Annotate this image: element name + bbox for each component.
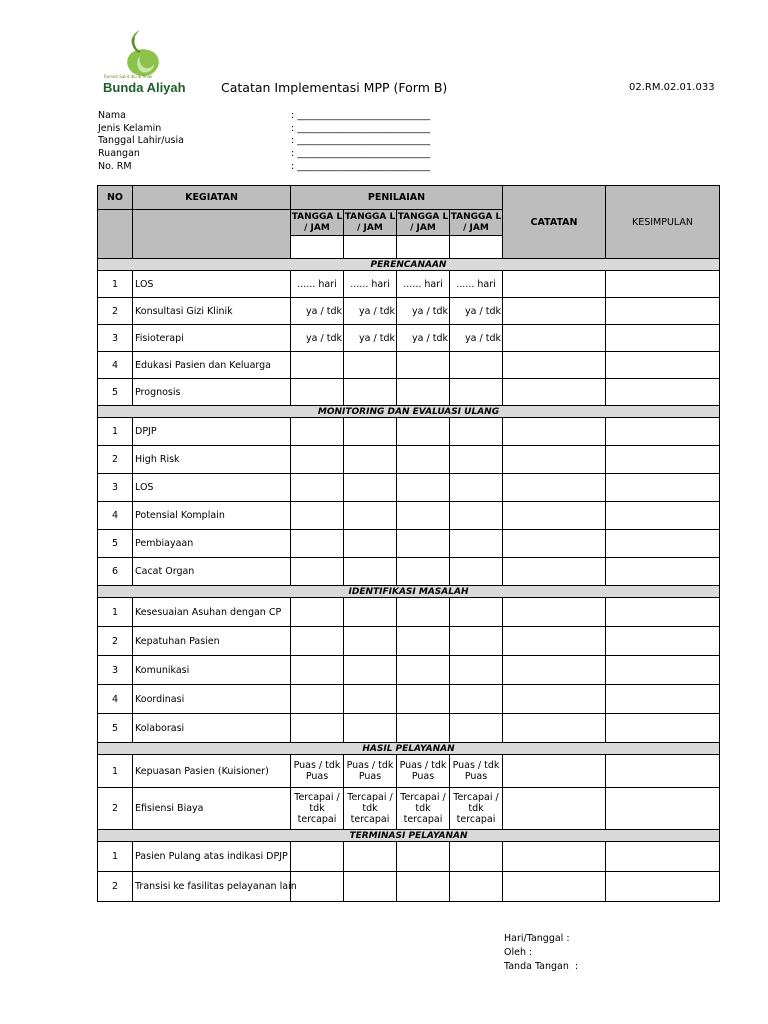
header-no: NO [98,186,133,210]
date-input-cell[interactable] [291,236,344,259]
catatan-cell[interactable] [503,418,606,446]
penilaian-cell[interactable] [344,598,397,627]
kegiatan-cell: Konsultasi Gizi Klinik [133,298,291,325]
date-input-cell[interactable] [450,236,503,259]
penilaian-cell[interactable] [450,352,503,379]
catatan-cell[interactable] [503,325,606,352]
penilaian-cell[interactable] [397,627,450,656]
catatan-cell[interactable] [503,755,606,788]
section-title: PERENCANAAN [98,259,720,271]
kesimpulan-cell[interactable] [606,446,720,474]
catatan-cell[interactable] [503,298,606,325]
kesimpulan-cell[interactable] [606,271,720,298]
kegiatan-cell: Kolaborasi [133,714,291,743]
row-number: 2 [98,788,133,830]
penilaian-cell[interactable] [344,446,397,474]
penilaian-cell[interactable] [344,530,397,558]
kegiatan-cell: Pembiayaan [133,530,291,558]
field-label: Tanggal Lahir/usia [98,135,184,147]
table-row [98,656,720,685]
kesimpulan-cell[interactable] [606,325,720,352]
penilaian-cell[interactable] [291,598,344,627]
penilaian-cell[interactable] [291,842,344,872]
penilaian-cell[interactable] [450,418,503,446]
field-blank[interactable]: : ____________________________ [291,148,431,160]
row-number: 2 [98,298,133,325]
row-number: 5 [98,379,133,406]
kegiatan-cell: Kesesuaian Asuhan dengan CP [133,598,291,627]
date-input-cell[interactable] [397,236,450,259]
penilaian-cell[interactable]: ya / tdk [344,298,397,325]
kesimpulan-cell[interactable] [606,530,720,558]
penilaian-cell[interactable] [291,352,344,379]
penilaian-cell[interactable] [291,418,344,446]
kegiatan-cell: Koordinasi [133,685,291,714]
kesimpulan-cell[interactable] [606,474,720,502]
section-row [98,830,720,842]
penilaian-cell[interactable]: ya / tdk [397,298,450,325]
penilaian-cell[interactable] [397,714,450,743]
row-number: 1 [98,842,133,872]
penilaian-cell[interactable] [291,474,344,502]
row-number: 4 [98,352,133,379]
kegiatan-cell: Efisiensi Biaya [133,788,291,830]
kesimpulan-cell[interactable] [606,842,720,872]
penilaian-cell[interactable]: ya / tdk [397,325,450,352]
section-row [98,259,720,271]
kesimpulan-cell[interactable] [606,788,720,830]
header-catatan: CATATAN [503,186,606,259]
section-title: TERMINASI PELAYANAN [98,830,720,842]
section-row [98,586,720,598]
penilaian-cell[interactable]: ...... hari [450,271,503,298]
table-row [98,325,720,352]
header-tanggal-jam: TANGGA L / JAM [397,210,450,236]
header-kesimpulan: KESIMPULAN [606,186,720,259]
row-number: 3 [98,474,133,502]
penilaian-cell[interactable] [344,418,397,446]
penilaian-cell[interactable]: Puas / tdk Puas [344,755,397,788]
catatan-cell[interactable] [503,598,606,627]
penilaian-cell[interactable]: Puas / tdk Puas [450,755,503,788]
table-row [98,271,720,298]
row-number: 1 [98,271,133,298]
penilaian-cell[interactable] [344,842,397,872]
penilaian-cell[interactable] [450,714,503,743]
kesimpulan-cell[interactable] [606,502,720,530]
logo-tagline: Rumah Sakit Ibu & Anak [104,74,153,79]
penilaian-cell[interactable] [397,598,450,627]
penilaian-cell[interactable]: Tercapai / tdk tercapai [450,788,503,830]
penilaian-cell[interactable] [397,352,450,379]
row-number: 4 [98,685,133,714]
kegiatan-cell: Kepatuhan Pasien [133,627,291,656]
catatan-cell[interactable] [503,788,606,830]
penilaian-cell[interactable] [291,872,344,902]
table-row [98,598,720,627]
penilaian-cell[interactable] [344,558,397,586]
kegiatan-cell: High Risk [133,446,291,474]
field-label: Nama [98,110,127,121]
penilaian-cell[interactable]: ...... hari [397,271,450,298]
header-penilaian: PENILAIAN [291,186,503,210]
penilaian-cell[interactable] [344,714,397,743]
penilaian-cell[interactable] [397,418,450,446]
penilaian-cell[interactable]: ya / tdk [450,325,503,352]
penilaian-cell[interactable]: ya / tdk [344,325,397,352]
kegiatan-cell: Pasien Pulang atas indikasi DPJP [133,842,291,872]
penilaian-cell[interactable] [450,558,503,586]
penilaian-cell[interactable] [291,685,344,714]
kesimpulan-cell[interactable] [606,418,720,446]
catatan-cell[interactable] [503,271,606,298]
kegiatan-cell: Edukasi Pasien dan Keluarga [133,352,291,379]
penilaian-cell[interactable] [397,530,450,558]
kegiatan-cell: Transisi ke fasilitas pelayanan lain [133,872,291,902]
catatan-cell[interactable] [503,446,606,474]
penilaian-cell[interactable]: Tercapai / tdk tercapai [397,788,450,830]
hospital-logo [100,26,192,102]
header-tanggal-jam: TANGGA L / JAM [291,210,344,236]
kegiatan-cell: Potensial Komplain [133,502,291,530]
catatan-cell[interactable] [503,656,606,685]
penilaian-cell[interactable] [450,474,503,502]
date-label: Hari/Tanggal : [504,933,570,944]
kesimpulan-cell[interactable] [606,656,720,685]
penilaian-cell[interactable] [397,656,450,685]
section-title: MONITORING DAN EVALUASI ULANG [98,406,720,418]
penilaian-cell[interactable] [450,598,503,627]
form-title: Catatan Implementasi MPP (Form B) [221,80,448,95]
penilaian-cell[interactable] [450,446,503,474]
kesimpulan-cell[interactable] [606,714,720,743]
row-number: 5 [98,714,133,743]
penilaian-cell[interactable] [397,379,450,406]
table-row [98,872,720,902]
penilaian-cell[interactable]: Tercapai / tdk tercapai [291,788,344,830]
header-kegiatan: KEGIATAN [133,186,291,210]
field-blank[interactable]: : ____________________________ [291,110,431,121]
penilaian-cell[interactable] [291,502,344,530]
catatan-cell[interactable] [503,474,606,502]
header-tanggal-jam: TANGGA L / JAM [344,210,397,236]
row-number: 2 [98,627,133,656]
field-blank[interactable]: : ____________________________ [291,160,431,172]
penilaian-cell[interactable] [397,872,450,902]
table-row [98,418,720,446]
penilaian-cell[interactable] [450,627,503,656]
row-number: 6 [98,558,133,586]
table-row [98,446,720,474]
penilaian-cell[interactable]: ya / tdk [291,325,344,352]
row-number: 5 [98,530,133,558]
kesimpulan-cell[interactable] [606,755,720,788]
catatan-cell[interactable] [503,530,606,558]
catatan-cell[interactable] [503,352,606,379]
penilaian-cell[interactable] [291,714,344,743]
penilaian-cell[interactable] [344,872,397,902]
table-row [98,298,720,325]
kesimpulan-cell[interactable] [606,598,720,627]
kegiatan-cell: LOS [133,474,291,502]
kegiatan-cell: Komunikasi [133,656,291,685]
penilaian-cell[interactable] [291,558,344,586]
catatan-cell[interactable] [503,379,606,406]
catatan-cell[interactable] [503,502,606,530]
row-number: 1 [98,598,133,627]
penilaian-cell[interactable] [344,379,397,406]
row-number: 1 [98,418,133,446]
penilaian-cell[interactable] [344,685,397,714]
penilaian-cell[interactable]: Puas / tdk Puas [291,755,344,788]
penilaian-cell[interactable] [397,474,450,502]
section-title: IDENTIFIKASI MASALAH [98,586,720,598]
mpp-table [97,185,720,902]
penilaian-cell[interactable] [397,558,450,586]
table-row [98,755,720,788]
penilaian-cell[interactable] [450,685,503,714]
row-number: 2 [98,872,133,902]
penilaian-cell[interactable] [450,502,503,530]
row-number: 4 [98,502,133,530]
penilaian-cell[interactable] [344,474,397,502]
penilaian-cell[interactable]: ya / tdk [291,298,344,325]
table-row [98,627,720,656]
section-row [98,743,720,755]
penilaian-cell[interactable] [344,352,397,379]
header-tanggal-jam: TANGGA L / JAM [450,210,503,236]
field-label: No. RM [98,160,132,172]
by-label: Oleh : [504,947,533,958]
penilaian-cell[interactable] [291,530,344,558]
penilaian-cell[interactable] [397,842,450,872]
penilaian-cell[interactable] [344,502,397,530]
catatan-cell[interactable] [503,558,606,586]
penilaian-cell[interactable] [344,656,397,685]
penilaian-cell[interactable] [291,627,344,656]
section-row [98,406,720,418]
header-no-blank [98,210,133,259]
table-row [98,352,720,379]
penilaian-cell[interactable]: ...... hari [291,271,344,298]
penilaian-cell[interactable] [397,446,450,474]
table-row [98,842,720,872]
penilaian-cell[interactable] [344,627,397,656]
penilaian-cell[interactable]: Tercapai / tdk tercapai [344,788,397,830]
table-row [98,558,720,586]
catatan-cell[interactable] [503,872,606,902]
catatan-cell[interactable] [503,714,606,743]
date-input-cell[interactable] [344,236,397,259]
form-code: 02.RM.02.01.033 [629,82,715,93]
penilaian-cell[interactable]: Puas / tdk Puas [397,755,450,788]
logo-name: Bunda Aliyah [103,80,186,95]
kesimpulan-cell[interactable] [606,298,720,325]
kegiatan-cell: Cacat Organ [133,558,291,586]
kesimpulan-cell[interactable] [606,872,720,902]
field-label: Jenis Kelamin [98,122,162,134]
penilaian-cell[interactable] [291,656,344,685]
kegiatan-cell: Fisioterapi [133,325,291,352]
table-row [98,714,720,743]
penilaian-cell[interactable] [291,379,344,406]
kesimpulan-cell[interactable] [606,627,720,656]
catatan-cell[interactable] [503,627,606,656]
field-blank[interactable]: : ____________________________ [291,122,431,134]
kegiatan-cell: Kepuasan Pasien (Kuisioner) [133,755,291,788]
row-number: 2 [98,446,133,474]
kesimpulan-cell[interactable] [606,558,720,586]
kegiatan-cell: Prognosis [133,379,291,406]
kegiatan-cell: DPJP [133,418,291,446]
row-number: 3 [98,656,133,685]
penilaian-cell[interactable]: ...... hari [344,271,397,298]
section-title: HASIL PELAYANAN [98,743,720,755]
kesimpulan-cell[interactable] [606,352,720,379]
penilaian-cell[interactable] [450,379,503,406]
penilaian-cell[interactable] [450,530,503,558]
sign-label: Tanda Tangan : [504,961,579,972]
catatan-cell[interactable] [503,842,606,872]
catatan-cell[interactable] [503,685,606,714]
table-row [98,474,720,502]
penilaian-cell[interactable] [450,842,503,872]
table-row [98,530,720,558]
kegiatan-cell: LOS [133,271,291,298]
penilaian-cell[interactable]: ya / tdk [450,298,503,325]
table-row [98,788,720,830]
kesimpulan-cell[interactable] [606,379,720,406]
table-row [98,502,720,530]
penilaian-cell[interactable] [450,656,503,685]
row-number: 3 [98,325,133,352]
table-row [98,379,720,406]
penilaian-cell[interactable] [397,502,450,530]
penilaian-cell[interactable] [397,685,450,714]
signature-block [504,933,578,975]
field-blank[interactable]: : ____________________________ [291,135,431,147]
header-kegiatan-blank [133,210,291,259]
kesimpulan-cell[interactable] [606,685,720,714]
penilaian-cell[interactable] [291,446,344,474]
field-label: Ruangan [98,148,140,160]
row-number: 1 [98,755,133,788]
penilaian-cell[interactable] [450,872,503,902]
table-row [98,685,720,714]
